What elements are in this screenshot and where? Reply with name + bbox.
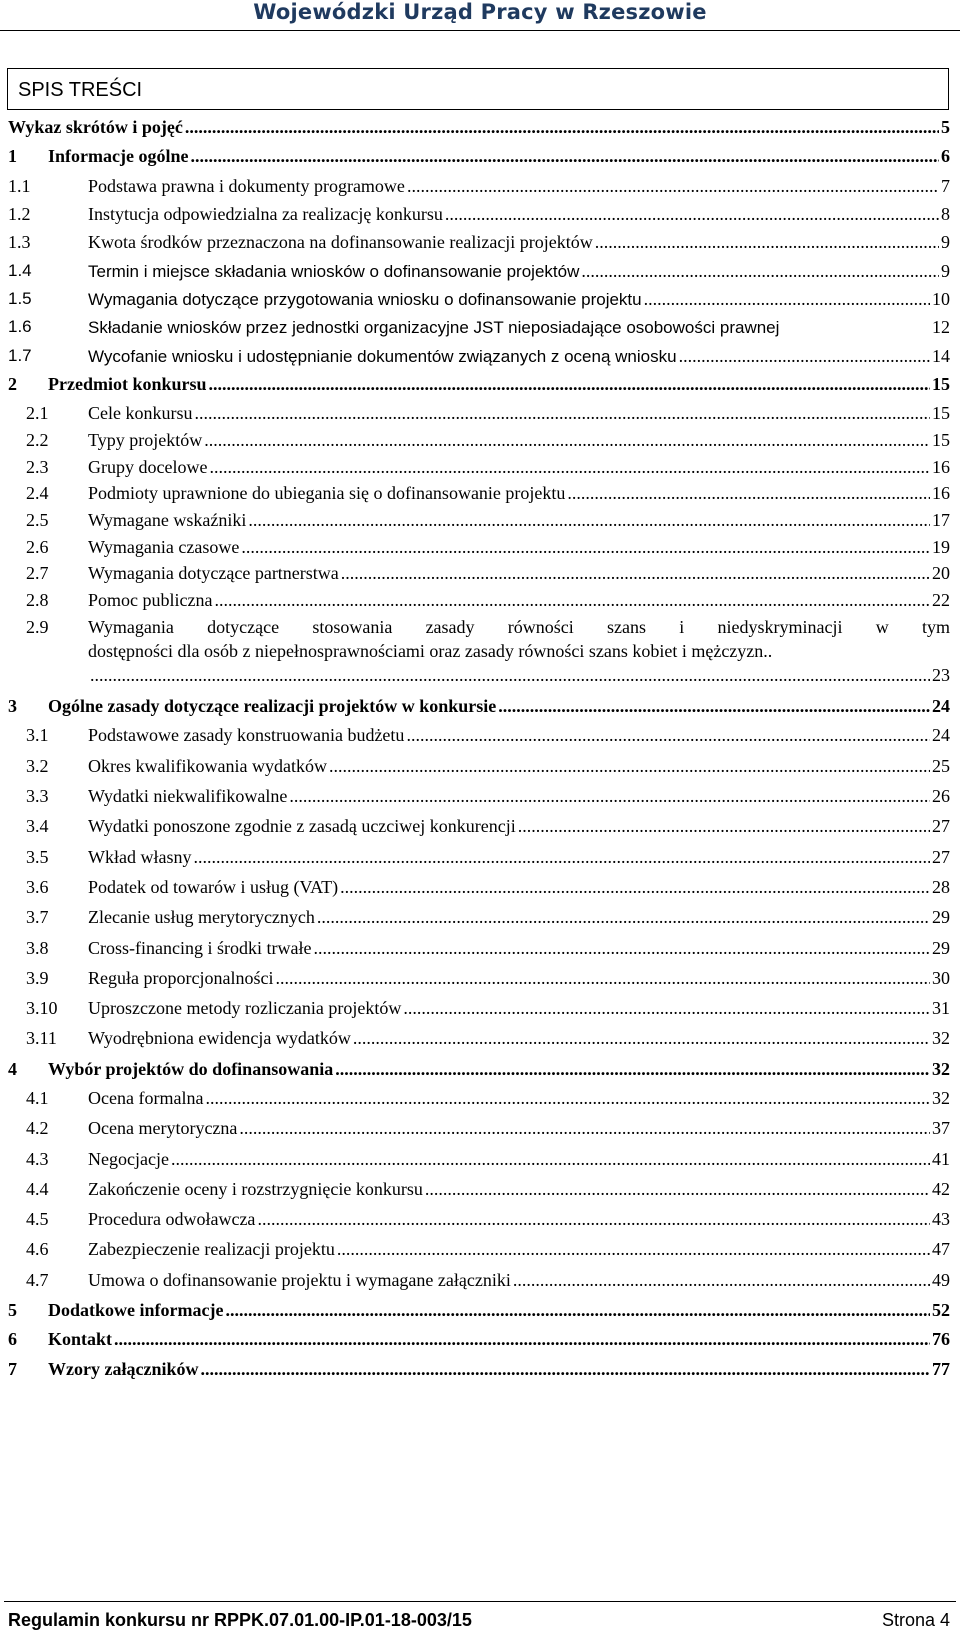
toc-entry[interactable] — [0, 843, 950, 871]
toc-entry-number: 4.3 — [26, 1148, 49, 1169]
toc-leader-dots — [90, 661, 930, 689]
toc-entry-page: 8 — [941, 203, 950, 224]
toc-entry-page: 15 — [932, 429, 950, 450]
toc-entry-title: Okres kwalifikowania wydatków — [88, 755, 327, 776]
toc-entry-title: Kontakt — [48, 1329, 113, 1350]
toc-entry-number: 3.5 — [26, 846, 49, 867]
toc-leader-dots — [171, 1145, 930, 1173]
toc-leader-dots — [329, 752, 930, 780]
toc-entry-title: Termin i miejsce składania wniosków o dofinansowanie projektów — [88, 261, 580, 281]
toc-entry[interactable] — [0, 559, 950, 587]
toc-entry-title: Instytucja odpowiedzialna za realizację konkursu — [88, 203, 443, 224]
toc-entry-page: 52 — [932, 1300, 950, 1321]
toc-entry-number: 3.11 — [26, 1028, 57, 1049]
toc-entry-page: 49 — [932, 1269, 950, 1290]
toc-entry[interactable] — [0, 903, 950, 931]
toc-entry[interactable] — [0, 1205, 950, 1233]
toc-entry[interactable] — [0, 1145, 950, 1173]
toc-entry-number: 2 — [8, 373, 17, 394]
toc-entry[interactable] — [0, 200, 950, 228]
toc-entry-page: 10 — [932, 288, 950, 309]
toc-entry-page: 25 — [932, 755, 950, 776]
toc-leader-dots — [513, 1266, 930, 1294]
toc-entry[interactable] — [0, 342, 950, 370]
toc-entry-page: 9 — [941, 260, 950, 281]
toc-entry[interactable] — [0, 257, 950, 285]
toc-title-box — [7, 68, 949, 110]
toc-entry-title: Ogólne zasady dotyczące realizacji projektów w konkursie — [48, 696, 497, 717]
toc-entry-title: Reguła proporcjonalności — [88, 967, 274, 988]
toc-entry-page: 41 — [932, 1148, 950, 1169]
toc-entry-number: 1 — [8, 146, 17, 167]
toc-entry-page: 32 — [932, 1087, 950, 1108]
toc-entry-page: 23 — [932, 664, 950, 685]
toc-entry[interactable] — [0, 1114, 950, 1142]
toc-entry-number: 3.2 — [26, 755, 49, 776]
toc-leader-dots — [214, 586, 930, 614]
toc-leader-dots — [353, 1024, 930, 1052]
toc-entry[interactable] — [0, 1084, 950, 1112]
toc-entry-page: 6 — [941, 146, 950, 167]
toc-entry-page: 12 — [932, 317, 950, 338]
toc-entry-title: Wymagane wskaźniki — [88, 510, 247, 530]
toc-entry-title: Ocena formalna — [88, 1087, 204, 1108]
toc-entry[interactable] — [0, 873, 950, 901]
toc-entry-number: 3.10 — [26, 998, 58, 1019]
toc-entry-title: Podstawowe zasady konstruowania budżetu — [88, 725, 405, 746]
toc-leader-dots — [317, 903, 930, 931]
toc-entry-number: 4.4 — [26, 1178, 49, 1199]
toc-entry-title: Typy projektów — [88, 429, 203, 450]
toc-entry[interactable] — [0, 721, 950, 749]
toc-entry-page: 9 — [941, 232, 950, 253]
toc-entry-number: 1.5 — [8, 288, 32, 308]
toc-leader-dots — [425, 1175, 930, 1203]
toc-leader-dots — [340, 873, 930, 901]
toc-entry-number: 3.7 — [26, 907, 49, 928]
toc-entry-number: 3.8 — [26, 937, 49, 958]
toc-entry-title: Zlecanie usług merytorycznych — [88, 907, 315, 928]
toc-entry-title: Wybór projektów do dofinansowania — [48, 1058, 334, 1079]
toc-entry-title: Kwota środków przeznaczona na dofinansowanie realizacji projektów — [88, 232, 593, 253]
toc-entry-number: 3.6 — [26, 876, 49, 897]
toc-entry-title: Wydatki ponoszone zgodnie z zasadą uczciwej konkurencji — [88, 816, 516, 837]
toc-entry-number: 3.9 — [26, 967, 49, 988]
toc-entry[interactable] — [0, 113, 950, 141]
toc-entry-page: 15 — [932, 403, 950, 424]
toc-leader-dots — [241, 533, 930, 561]
toc-entry-page: 17 — [932, 510, 950, 530]
toc-entry-number: 3.3 — [26, 786, 49, 806]
footer-divider — [4, 1601, 956, 1602]
toc-entry-title: Zabezpieczenie realizacji projektu — [88, 1239, 335, 1260]
toc-entry-page: 47 — [932, 1239, 950, 1260]
toc-entry-title: Zakończenie oceny i rozstrzygnięcie konkursu — [88, 1178, 423, 1199]
toc-entry-page: 24 — [932, 725, 950, 746]
toc-leader-dots — [205, 1084, 930, 1112]
toc-entry[interactable] — [0, 1296, 950, 1324]
toc-entry[interactable] — [0, 533, 950, 561]
toc-leader-dots — [209, 370, 930, 398]
toc-entry-page: 77 — [932, 1358, 950, 1379]
toc-entry-title: Wymagania dotyczące stosowania zasady równości szans i niedyskryminacji w tym — [88, 616, 950, 637]
toc-entry-title: Składanie wniosków przez jednostki organizacyjne JST nieposiadające osobowości prawnej — [88, 318, 780, 338]
toc-leader-dots — [200, 1355, 930, 1383]
toc-entry-title: Wkład własny — [88, 846, 192, 867]
toc-leader-dots — [337, 1235, 930, 1263]
toc-entry[interactable] — [0, 1024, 950, 1052]
toc-entry[interactable] — [0, 752, 950, 780]
toc-entry[interactable] — [0, 1175, 950, 1203]
toc-entry-number: 4.5 — [26, 1209, 49, 1230]
toc-leader-dots — [341, 559, 930, 587]
toc-leader-dots — [644, 285, 930, 313]
toc-entry-title: Przedmiot konkursu — [48, 373, 207, 394]
toc-leader-dots — [498, 692, 930, 720]
toc-entry-number: 3 — [8, 696, 17, 717]
toc-entry-number: 1.1 — [8, 175, 31, 196]
toc-entry-number: 3.1 — [26, 725, 49, 746]
toc-entry[interactable] — [0, 964, 950, 992]
page-header — [0, 0, 960, 31]
toc-entry-number: 1.7 — [8, 345, 32, 365]
toc-leader-dots — [225, 1296, 930, 1324]
toc-entry[interactable] — [0, 370, 950, 398]
toc-entry[interactable] — [0, 1325, 950, 1353]
toc-entry-number: 2.6 — [26, 536, 49, 557]
toc-entry-title: Informacje ogólne — [48, 146, 189, 167]
toc-leader-dots — [595, 228, 939, 256]
toc-entry-page: 30 — [932, 967, 950, 988]
toc-entry-title: Umowa o dofinansowanie projektu i wymagane załączniki — [88, 1269, 511, 1290]
toc-leader-dots — [445, 200, 939, 228]
toc-entry-number: 4 — [8, 1058, 17, 1079]
toc-entry-title: Wymagania czasowe — [88, 536, 240, 557]
toc-leader-dots — [403, 994, 930, 1022]
toc-entry-page: 19 — [932, 536, 950, 557]
toc-entry[interactable] — [0, 172, 950, 200]
toc-entry[interactable] — [0, 453, 950, 481]
toc-entry[interactable] — [0, 426, 950, 454]
toc-entry-page: 5 — [941, 117, 950, 137]
toc-entry[interactable] — [0, 285, 950, 313]
toc-entry[interactable] — [0, 1235, 950, 1263]
toc-entry-number: 1.4 — [8, 260, 32, 280]
toc-entry-page: 31 — [932, 998, 950, 1019]
toc-leader-dots — [190, 142, 939, 170]
toc-entry[interactable] — [0, 692, 950, 720]
toc-entry-page: 27 — [932, 816, 950, 837]
toc-entry-number: 2.1 — [26, 403, 49, 424]
toc-entry-page: 76 — [932, 1329, 950, 1350]
toc-entry-page: 7 — [941, 175, 950, 196]
toc-entry-title: Podmioty uprawnione do ubiegania się o dofinansowanie projektu — [88, 483, 566, 504]
toc-entry[interactable] — [0, 399, 950, 427]
toc-leader-dots — [289, 782, 930, 810]
toc-entry-number: 5 — [8, 1300, 17, 1321]
toc-entry[interactable] — [0, 994, 950, 1022]
toc-entry-number: 2.3 — [26, 456, 49, 477]
toc-entry-number: 4.7 — [26, 1269, 49, 1290]
toc-entry-number: 1.6 — [8, 317, 32, 337]
toc-entry-page: 15 — [932, 373, 950, 394]
toc-entry-number: 2.2 — [26, 429, 49, 450]
toc-entry-title: Grupy docelowe — [88, 456, 208, 477]
toc-entry-number: 4.6 — [26, 1239, 49, 1260]
toc-leader-dots — [204, 426, 930, 454]
toc-entry-page: 29 — [932, 907, 950, 928]
toc-entry-title-line2: dostępności dla osób z niepełnosprawnościami oraz zasady równości szans kobiet i mężczyzn.. — [88, 640, 773, 661]
toc-entry-title: Wydatki niekwalifikowalne — [88, 786, 288, 806]
toc-entry-number: 3.4 — [26, 816, 49, 837]
toc-entry-number: 1.2 — [8, 203, 31, 224]
toc-entry-page: 43 — [932, 1209, 950, 1230]
toc-leader-dots — [567, 479, 930, 507]
toc-leader-dots — [407, 172, 939, 200]
toc-entry-title: Uproszczone metody rozliczania projektów — [88, 998, 402, 1019]
toc-entry[interactable] — [0, 1055, 950, 1083]
toc-leader-dots — [406, 721, 930, 749]
toc-entry-page: 32 — [932, 1058, 950, 1079]
toc-entry-page: 16 — [932, 456, 950, 477]
toc-leader-dots — [194, 399, 930, 427]
footer-regulation-number: Regulamin konkursu nr RPPK.07.01.00-IP.01-18-003/15 — [8, 1610, 472, 1630]
toc-entry-title: Wymagania dotyczące przygotowania wniosku o dofinansowanie projektu — [88, 289, 642, 309]
toc-entry-page: 29 — [932, 937, 950, 958]
toc-leader-dots — [518, 812, 930, 840]
toc-entry-title: Cele konkursu — [88, 403, 193, 424]
toc-entry-number: 6 — [8, 1329, 17, 1350]
toc-entry-title: Wycofanie wniosku i udostępnianie dokumentów związanych z oceną wniosku — [88, 346, 677, 366]
toc-entry-page: 26 — [932, 786, 950, 806]
toc-entry-title: Wykaz skrótów i pojęć — [8, 117, 183, 137]
toc-entry-number: 2.4 — [26, 483, 49, 504]
toc-leader-dots — [248, 506, 930, 534]
toc-entry-page: 28 — [932, 876, 950, 897]
toc-entry-page-line — [88, 661, 950, 689]
toc-entry-page: 14 — [932, 345, 950, 366]
toc-entry[interactable] — [0, 228, 950, 256]
footer-page-number: Strona 4 — [881, 1610, 950, 1630]
toc-entry-page: 37 — [932, 1118, 950, 1139]
toc-leader-dots — [275, 964, 930, 992]
toc-entry-title: Wymagania dotyczące partnerstwa — [88, 563, 339, 584]
toc-title: SPIS TREŚCI — [18, 79, 143, 101]
toc-entry-title: Cross-financing i środki trwałe — [88, 937, 312, 958]
toc-entry[interactable] — [0, 313, 950, 341]
toc-entry-page: 22 — [932, 590, 950, 611]
toc-entry-number: 1.3 — [8, 232, 31, 253]
toc-entry[interactable] — [0, 1355, 950, 1383]
toc-leader-dots — [114, 1325, 930, 1353]
toc-entry-page: 42 — [932, 1178, 950, 1199]
toc-leader-dots — [193, 843, 930, 871]
toc-entry-title: Podatek od towarów i usług (VAT) — [88, 876, 339, 897]
toc-leader-dots — [581, 257, 939, 285]
toc-entry-page: 16 — [932, 483, 950, 504]
toc-entry-page: 20 — [932, 563, 950, 584]
toc-entry[interactable] — [0, 812, 950, 840]
toc-entry-title: Pomoc publiczna — [88, 590, 213, 611]
toc-entry-title: Podstawa prawna i dokumenty programowe — [88, 175, 405, 196]
toc-entry-title: Dodatkowe informacje — [48, 1300, 224, 1321]
toc-entry[interactable] — [0, 506, 950, 534]
toc-entry[interactable] — [0, 1266, 950, 1294]
toc-entry-number: 2.9 — [26, 616, 49, 637]
toc-entry-title: Ocena merytoryczna — [88, 1118, 238, 1139]
toc-entry[interactable] — [0, 586, 950, 614]
toc-leader-dots — [679, 342, 930, 370]
toc-entry-number: 7 — [8, 1358, 17, 1379]
toc-leader-dots — [335, 1055, 930, 1083]
toc-entry[interactable] — [0, 479, 950, 507]
toc-leader-dots — [257, 1205, 930, 1233]
toc-entry-page: 32 — [932, 1028, 950, 1049]
toc-entry[interactable] — [0, 782, 950, 810]
toc-leader-dots — [239, 1114, 930, 1142]
toc-entry-page: 24 — [932, 696, 950, 717]
toc-leader-dots — [185, 113, 939, 141]
toc-entry-number: 4.2 — [26, 1118, 49, 1139]
toc-entry[interactable] — [0, 142, 950, 170]
toc-entry-title: Wyodrębniona ewidencja wydatków — [88, 1028, 351, 1049]
toc-entry-title: Wzory załączników — [48, 1358, 199, 1379]
toc-leader-dots — [209, 453, 930, 481]
toc-entry-page: 27 — [932, 846, 950, 867]
toc-leader-dots — [313, 934, 930, 962]
toc-entry-title: Negocjacje — [88, 1148, 169, 1169]
header-title: Wojewódzki Urząd Pracy w Rzeszowie — [253, 0, 707, 24]
toc-entry-number: 4.1 — [26, 1087, 49, 1108]
toc-entry-number: 2.8 — [26, 590, 49, 611]
toc-entry-number: 2.7 — [26, 563, 49, 584]
toc-entry-title: Procedura odwoławcza — [88, 1209, 256, 1230]
toc-entry-number: 2.5 — [26, 510, 49, 530]
toc-entry[interactable] — [0, 934, 950, 962]
